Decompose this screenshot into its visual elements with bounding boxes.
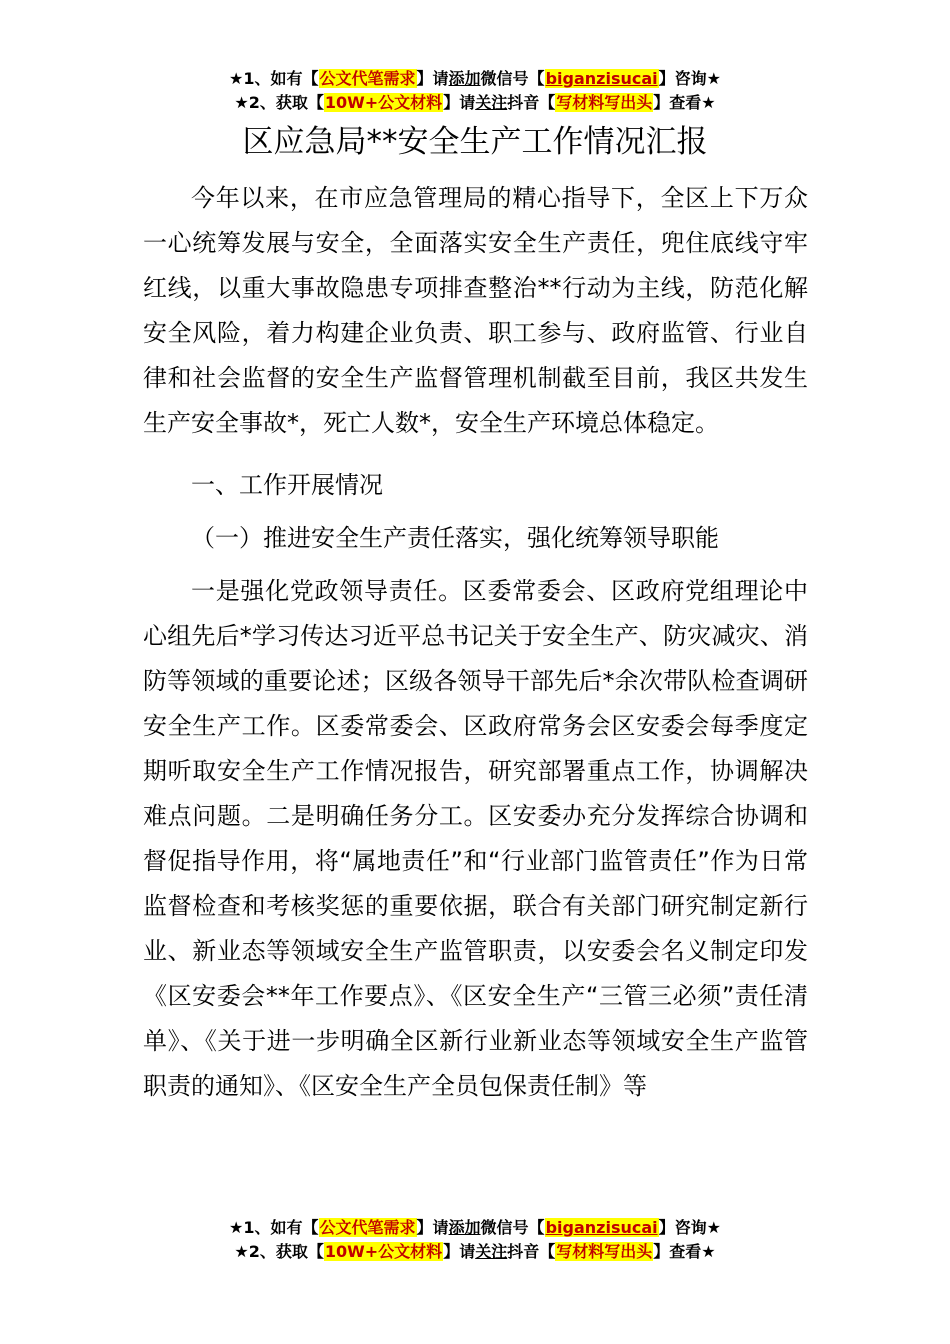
highlight-materials: 10W+公文材料	[324, 93, 443, 112]
document-title: 区应急局**安全生产工作情况汇报	[242, 124, 708, 160]
highlight-wechat-id: biganzisucai	[545, 69, 658, 88]
highlight-douyin-account: 写材料写出头	[556, 93, 653, 112]
highlight-wechat-id: biganzisucai	[545, 1218, 658, 1237]
header-banner	[0, 67, 950, 115]
underlined-follow: 关注	[475, 93, 508, 112]
banner-text: 微信号【	[480, 1218, 545, 1237]
banner-text: 微信号【	[480, 69, 545, 88]
banner-line-2	[0, 1240, 950, 1264]
banner-text: 】查看★	[653, 1242, 716, 1261]
banner-text: 】咨询★	[658, 1218, 721, 1237]
banner-text: 】查看★	[653, 93, 716, 112]
banner-line-1	[0, 1216, 950, 1240]
underlined-add: 添加	[448, 69, 481, 88]
banner-text: 】请	[416, 69, 449, 88]
underlined-add: 添加	[448, 1218, 481, 1237]
banner-text: 抖音【	[507, 1242, 556, 1261]
banner-text: ★1、如有【	[229, 1218, 319, 1237]
footer-banner	[0, 1216, 950, 1264]
body-paragraph: 一是强化党政领导责任。区委常委会、区政府党组理论中心组先后*学习传达习近平总书记关于安全生产、防灾减灾、消防等领域的重要论述；区级各领导干部先后*余次带队检查调研安全生产工作。区委常委会、区政府常务会区安委会每季度定期听取安全生产工作情况报告，研究部署重点工作，协调解决难点问题。二是明确任务分工。区安委办充分发挥综合协调和督促指导作用，将“属地责任”和“行业部门监管责任”作为日常监督检查和考核奖惩的重要依据，联合有关部门研究制定新行业、新业态等领域安全生产监管职责，以安委会名义制定印发《区安委会**年工作要点》、《区安全生产“三管三必须”责任清单》、《关于进一步明确全区新行业新业态等领域安全生产监管职责的通知》、《区安全生产全员包保责任制》等	[143, 577, 808, 1100]
banner-text: 】请	[443, 93, 476, 112]
banner-text: 】请	[416, 1218, 449, 1237]
banner-text: ★2、获取【	[234, 1242, 324, 1261]
banner-text: ★1、如有【	[229, 69, 319, 88]
highlight-materials: 10W+公文材料	[324, 1242, 443, 1261]
highlight-douyin-account: 写材料写出头	[556, 1242, 653, 1261]
banner-text: 】咨询★	[658, 69, 721, 88]
underlined-follow: 关注	[475, 1242, 508, 1261]
banner-text: 抖音【	[507, 93, 556, 112]
banner-line-1	[0, 67, 950, 91]
banner-text: ★2、获取【	[234, 93, 324, 112]
document-body	[143, 176, 808, 1109]
highlight-writing-service: 公文代笔需求	[319, 1218, 416, 1237]
intro-paragraph: 今年以来，在市应急管理局的精心指导下，全区上下万众一心统筹发展与安全，全面落实安全生产责任，兜住底线守牢红线，以重大事故隐患专项排查整治**行动为主线，防范化解安全风险，着力构建企业负责、职工参与、政府监管、行业自律和社会监督的安全生产监督管理机制截至目前，我区共发生生产安全事故*，死亡人数*，安全生产环境总体稳定。	[143, 184, 808, 437]
highlight-writing-service: 公文代笔需求	[319, 69, 416, 88]
section-heading: 一、工作开展情况	[191, 471, 383, 499]
banner-text: 】请	[443, 1242, 476, 1261]
banner-line-2	[0, 91, 950, 115]
subsection-heading: （一）推进安全生产责任落实，强化统筹领导职能	[191, 524, 719, 552]
